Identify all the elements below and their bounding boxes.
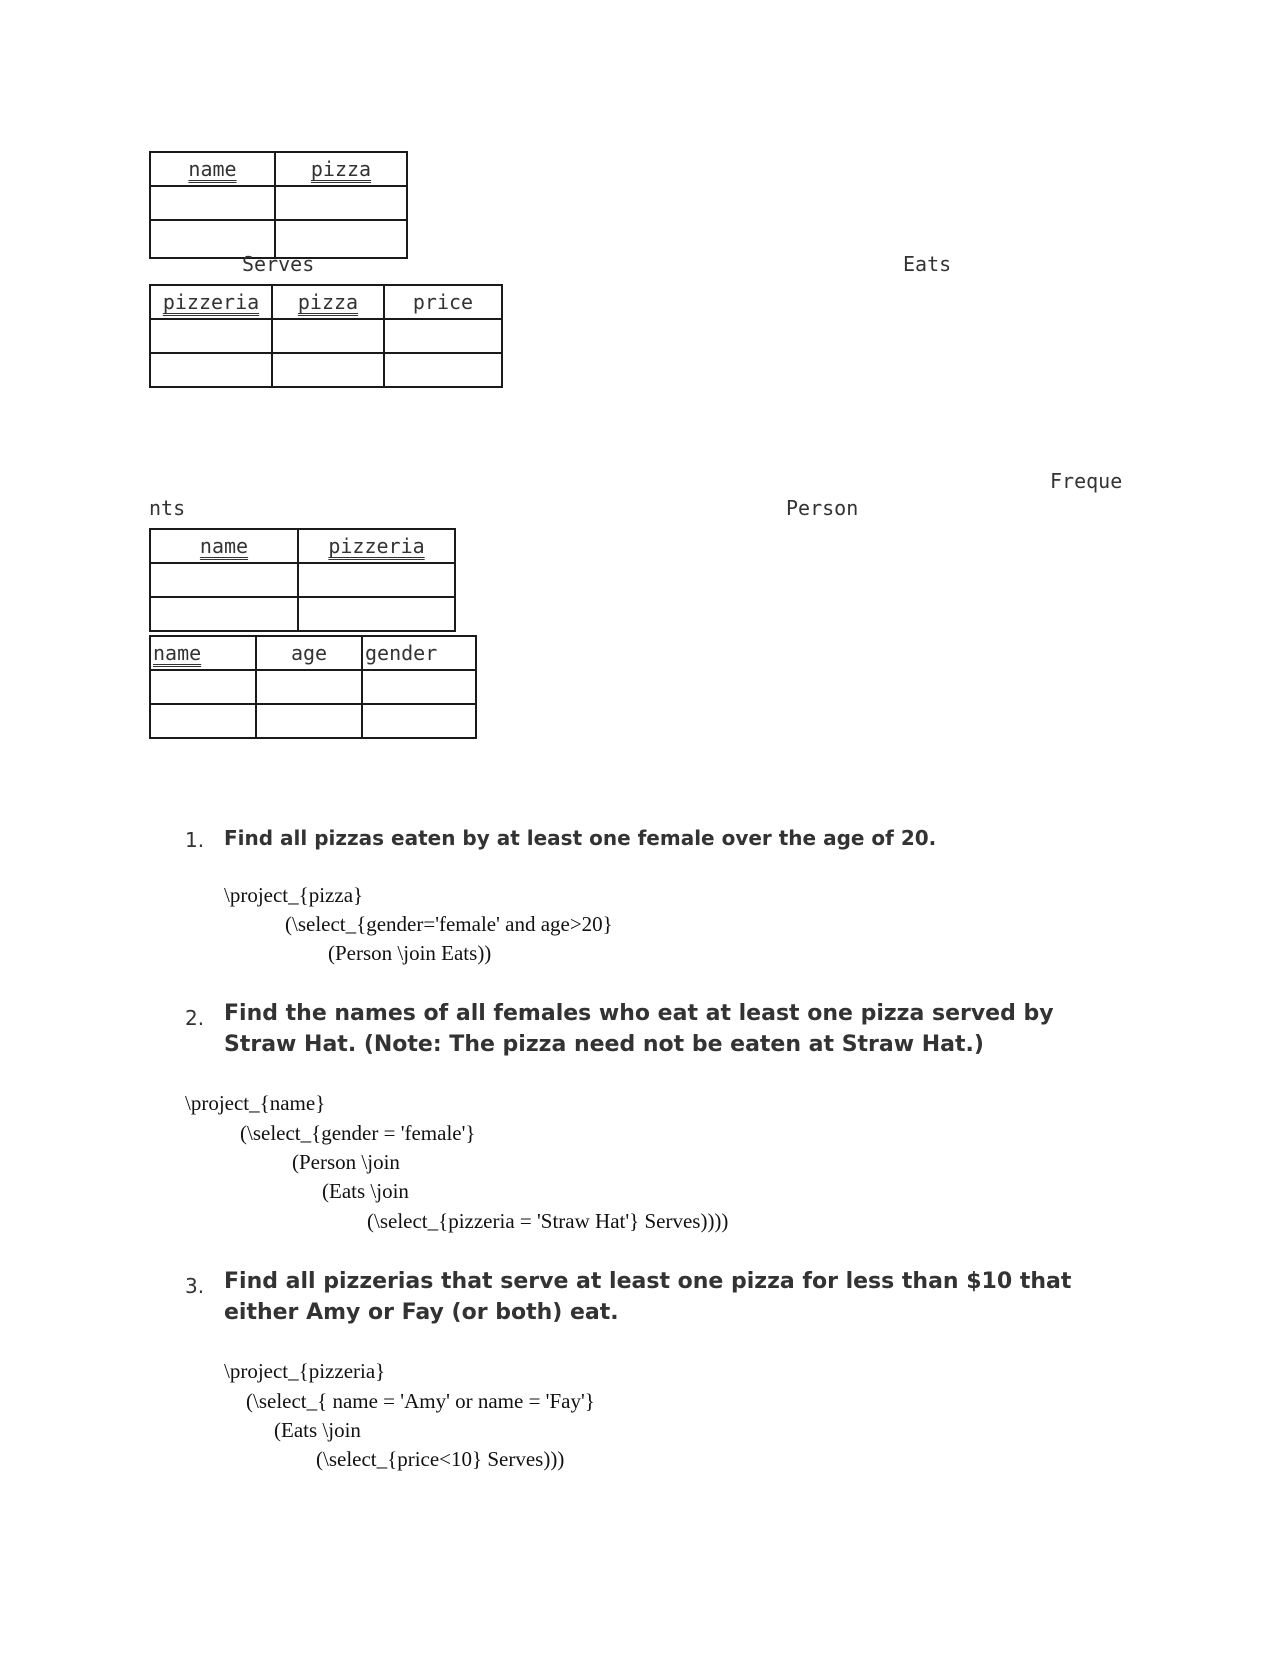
header-pizzeria: pizzeria [150,285,272,319]
answer-line: (\select_{gender='female' and age>20} [285,912,613,936]
header-age: age [256,636,362,670]
question-text: Find the names of all females who eat at least one pizza served by Straw Hat. (Note: The pizza need not be eaten at Straw Hat.) [224,1001,1054,1057]
answer-line: (\select_{ name = 'Amy' or name = 'Fay'} [246,1389,595,1413]
table-cell [150,353,272,387]
answer-line: (Person \join Eats)) [328,941,492,965]
table-cell [384,353,502,387]
table-cell [150,704,256,738]
answer-line: \project_{name} [185,1091,326,1115]
header-pizza: pizza [272,285,384,319]
header-pizza: pizza [275,152,407,186]
question-text: Find all pizzas eaten by at least one female over the age of 20. [224,826,937,850]
question-number: 3. [185,1274,205,1298]
question-number: 1. [185,828,205,852]
answer-line: (\select_{pizzeria = 'Straw Hat'} Serves)))) [367,1209,729,1233]
header-pizzeria: pizzeria [298,529,455,563]
table-cell [150,670,256,704]
table-cell [256,670,362,704]
answer-line: \project_{pizzeria} [224,1359,386,1383]
answer-line: (Person \join [292,1150,400,1174]
person-table [149,635,477,739]
table-cell [150,563,298,597]
person-label: Person [786,496,859,520]
serves-table [149,284,503,388]
question-text: Find all pizzerias that serve at least one pizza for less than $10 that either Amy or Fay (or both) eat. [224,1269,1072,1325]
table-cell [272,353,384,387]
nts-label: nts [149,496,186,520]
header-gender: gender [362,636,476,670]
answer-line: (Eats \join [322,1179,409,1203]
freque-label: Freque [1050,469,1123,493]
table-cell [298,563,455,597]
table-cell [272,319,384,353]
eats-table [149,151,408,259]
answer-line: \project_{pizza} [224,883,364,907]
answer-line: (Eats \join [274,1418,361,1442]
header-price: price [384,285,502,319]
table-cell [298,597,455,631]
question-number: 2. [185,1006,205,1030]
header-name: name [150,529,298,563]
table-cell [150,319,272,353]
answer-line: (\select_{gender = 'female'} [240,1121,476,1145]
table-cell [150,597,298,631]
table-cell [275,186,407,220]
serves-label: Serves [242,252,315,276]
answer-line: (\select_{price<10} Serves))) [316,1447,565,1471]
table-cell [256,704,362,738]
header-name: name [150,636,256,670]
frequents-table [149,528,456,632]
table-cell [150,186,275,220]
eats-label: Eats [903,252,952,276]
table-cell [384,319,502,353]
header-name: name [150,152,275,186]
table-cell [362,704,476,738]
table-cell [362,670,476,704]
